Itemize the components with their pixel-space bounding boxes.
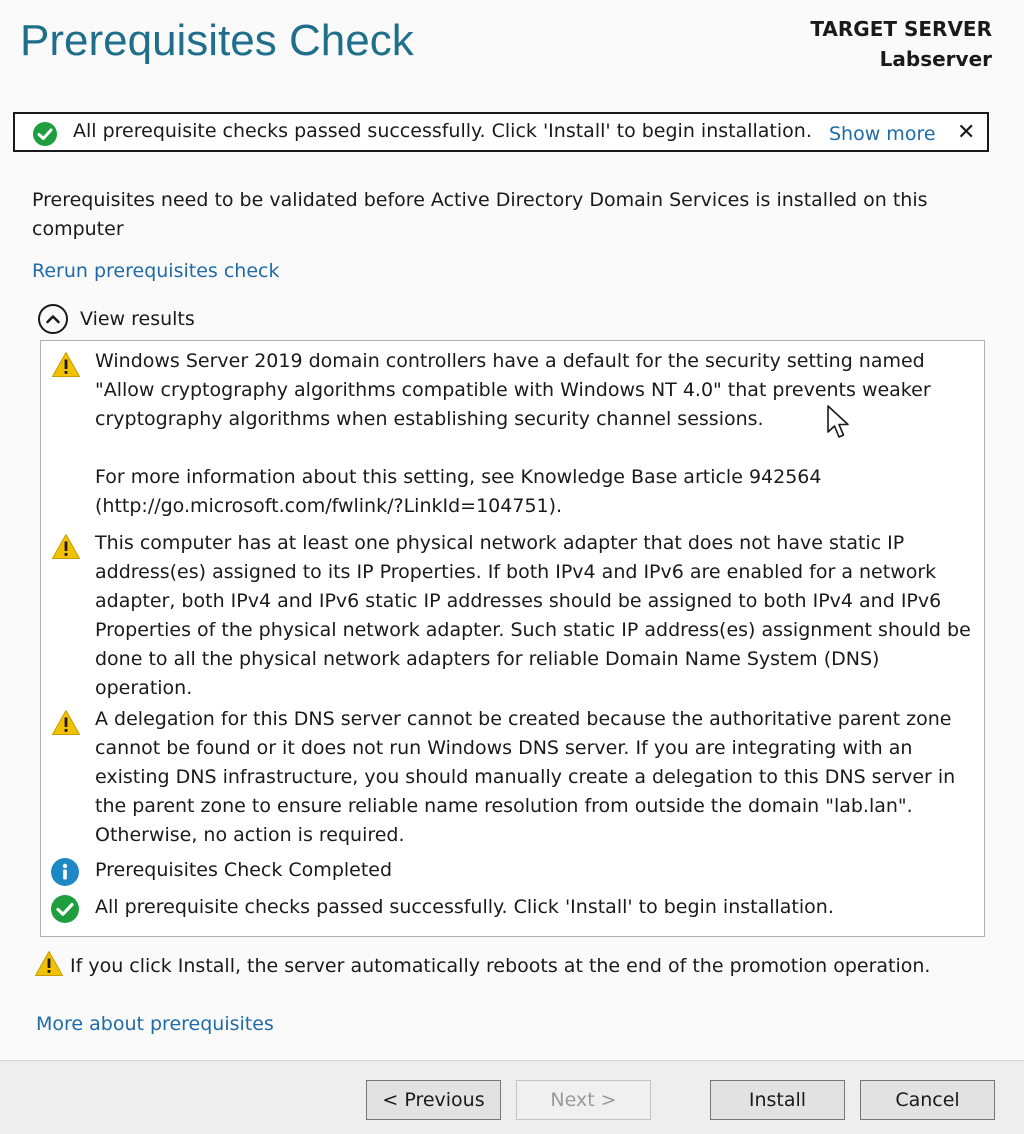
button-bar <box>0 1060 1024 1134</box>
warning-icon <box>34 950 64 981</box>
show-more-link[interactable]: Show more <box>829 123 936 145</box>
result-text: Prerequisites Check Completed <box>95 859 393 881</box>
check-circle-icon <box>33 122 57 150</box>
next-button[interactable]: Next > <box>516 1080 651 1120</box>
warning-icon <box>51 533 81 564</box>
chevron-up-icon <box>38 304 68 334</box>
result-text: All prerequisite checks passed successfully. Click 'Install' to begin installation. <box>95 896 834 918</box>
previous-button[interactable]: < Previous <box>366 1080 501 1120</box>
reboot-warning-text: If you click Install, the server automatically reboots at the end of the promotion operation. <box>70 954 931 977</box>
view-results-toggle[interactable] <box>38 303 195 335</box>
target-server-name: Labserver <box>879 47 992 71</box>
view-results-label: View results <box>80 308 195 330</box>
close-icon[interactable]: ✕ <box>957 120 976 145</box>
target-server-label: TARGET SERVER <box>810 17 992 41</box>
warning-icon <box>51 351 81 382</box>
result-text: Windows Server 2019 domain controllers have a default for the security setting named "Allow cryptography algorithms compatible with Windows NT 4.0" that prevents weaker cryptography algorithms when establishing security channel sessions. For more information about this setting, see Knowledge Base article 942564 (http://go.microsoft.com/fwlink/?LinkId=104751). <box>95 350 931 517</box>
more-about-prerequisites-link[interactable]: More about prerequisites <box>36 1013 274 1035</box>
result-text: This computer has at least one physical network adapter that does not have static IP address(es) assigned to its IP Properties. If both IPv4 and IPv6 are enabled for a network adapter, both IPv4 and IPv6 static IP addresses should be assigned to both IPv4 and IPv6 Properties of the physical network adapter. Such static IP address(es) assignment should be done to all the physical network adapters for reliable Domain Name System (DNS) operation. <box>95 532 971 699</box>
intro-text: Prerequisites need to be validated before Active Directory Domain Services is installed on this computer <box>32 189 928 240</box>
mouse-pointer-icon <box>826 404 852 444</box>
result-text: A delegation for this DNS server cannot be created because the authoritative parent zone cannot be found or it does not run Windows DNS server. If you are integrating with an existing DNS infrastructure, you should manually create a delegation to this DNS server in the parent zone to ensure reliable name resolution from outside the domain "lab.lan". Otherwise, no action is required. <box>95 708 956 846</box>
check-circle-icon <box>51 895 79 927</box>
info-icon <box>51 858 79 890</box>
rerun-prerequisites-link[interactable]: Rerun prerequisites check <box>32 260 280 282</box>
warning-icon <box>51 709 81 740</box>
page-title: Prerequisites Check <box>20 16 414 65</box>
install-button[interactable]: Install <box>710 1080 845 1120</box>
reboot-warning <box>34 950 930 981</box>
cancel-button[interactable]: Cancel <box>860 1080 995 1120</box>
banner-message: All prerequisite checks passed successfully. Click 'Install' to begin installation. <box>73 120 812 142</box>
status-banner <box>13 112 989 152</box>
target-server <box>810 14 992 74</box>
